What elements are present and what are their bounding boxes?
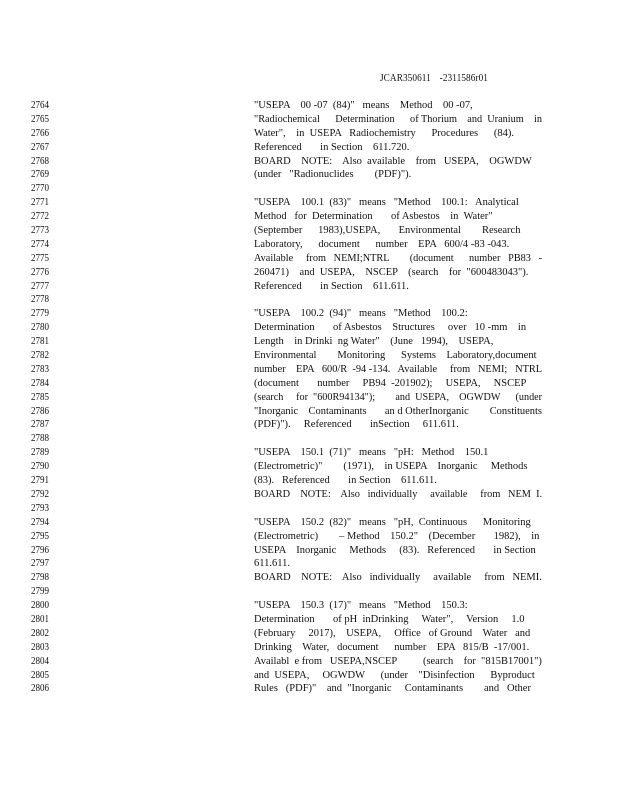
line-text [254, 99, 542, 113]
line-number: 2802 [31, 627, 50, 639]
line-text [254, 418, 542, 432]
text-row [0, 599, 618, 613]
document-code: -2311586r01 [439, 73, 489, 84]
line-number: 2783 [31, 363, 50, 375]
line-number: 2778 [31, 294, 50, 306]
text-row [0, 613, 618, 627]
line-text-content: Referenced in Section 611.720. [254, 141, 410, 153]
line-text-content: BOARD NOTE: Also available from USEPA, OGWDW [254, 155, 532, 167]
line-text-content: Environmental Monitoring Systems Laboratory,document [254, 350, 537, 362]
line-text [254, 613, 542, 627]
line-number: 2786 [31, 405, 50, 417]
line-text [254, 168, 542, 182]
line-text-content: "Radiochemical Determination of Thorium and Uranium in [254, 113, 543, 125]
line-number: 2775 [31, 252, 50, 264]
line-text [254, 599, 542, 613]
line-text [254, 182, 542, 196]
line-text-content: (Electrometric)" (1971), in USEPA Inorganic Methods [254, 461, 528, 473]
line-text-content: (under "Radionuclides (PDF)"). [254, 169, 412, 181]
line-text-content: Availabl e from USEPA,NSCEP (search for "815B17001") [254, 655, 542, 667]
line-number: 2788 [31, 433, 50, 445]
line-text-content: "USEPA 00 -07 (84)" means Method 00 -07, [254, 100, 473, 111]
line-text-content: Determination of Asbestos Structures over 10 -mm in [254, 322, 527, 334]
text-row [0, 155, 618, 169]
text-row [0, 127, 618, 141]
line-text-content: (PDF)"). Referenced inSection 611.611. [254, 419, 459, 431]
text-row [0, 349, 618, 363]
line-text [254, 544, 542, 558]
line-text-content: "USEPA 100.2 (94)" means "Method 100.2: [254, 308, 468, 320]
line-text [254, 141, 542, 155]
line-text [254, 252, 542, 266]
text-row [0, 641, 618, 655]
text-row [0, 544, 618, 558]
text-row [0, 280, 618, 294]
text-row [0, 210, 618, 224]
line-number: 2805 [31, 669, 50, 681]
line-text [254, 474, 542, 488]
line-text [254, 641, 542, 655]
line-text-content: (83). Referenced in Section 611.611. [254, 475, 437, 487]
line-text-content: (Electrometric) – Method 150.2" (December 1982), in [254, 530, 540, 542]
line-number: 2789 [31, 447, 50, 459]
line-text [254, 669, 542, 683]
text-row [0, 224, 618, 238]
text-row [0, 571, 618, 585]
line-text-content: Method for Determination of Asbestos in Water" [254, 211, 493, 223]
line-text [254, 571, 542, 585]
line-number: 2793 [31, 502, 50, 514]
line-text [254, 224, 542, 238]
text-row [0, 585, 618, 599]
line-text [254, 405, 542, 419]
line-text [254, 293, 542, 307]
line-text-content: 260471) and USEPA, NSCEP (search for "600483043"). [254, 266, 529, 278]
text-row [0, 669, 618, 683]
line-text [254, 432, 542, 446]
line-number: 2790 [31, 461, 50, 473]
line-text-content: and USEPA, OGWDW (under "Disinfection Byproduct [254, 669, 535, 681]
line-text [254, 502, 542, 516]
line-text [254, 557, 542, 571]
line-number: 2787 [31, 419, 50, 431]
line-text [254, 210, 542, 224]
text-row [0, 99, 618, 113]
line-number: 2798 [31, 572, 50, 584]
line-text [254, 585, 542, 599]
line-number: 2782 [31, 350, 50, 362]
line-text-content: (search for "600R94134"); and USEPA, OGWDW (under [254, 391, 543, 403]
line-text-content: "Inorganic Contaminants an d OtherInorganic Constituents [254, 405, 542, 417]
line-text [254, 280, 542, 294]
text-row [0, 446, 618, 460]
text-row [0, 530, 618, 544]
text-row [0, 377, 618, 391]
line-number: 2801 [31, 613, 50, 625]
line-text-content: (February 2017), USEPA, Office of Ground Water and [254, 627, 531, 639]
line-number: 2785 [31, 391, 50, 403]
text-row [0, 557, 618, 571]
line-text-content: "USEPA 150.3 (17)" means "Method 150.3: [254, 600, 468, 612]
text-row [0, 516, 618, 530]
line-number: 2773 [31, 225, 50, 237]
line-text [254, 682, 542, 696]
line-text-content: (September 1983),USEPA, Environmental Research [254, 225, 521, 237]
text-row [0, 474, 618, 488]
line-number: 2792 [31, 488, 50, 500]
line-text [254, 127, 542, 141]
line-number: 2779 [31, 308, 50, 320]
line-text-content: Available from NEMI;NTRL (document number PB83 - [254, 252, 543, 264]
line-text [254, 307, 542, 321]
line-text [254, 196, 542, 210]
line-text [254, 363, 542, 377]
text-row [0, 307, 618, 321]
line-number: 2769 [31, 169, 50, 181]
text-row [0, 238, 618, 252]
line-number: 2794 [31, 516, 50, 528]
line-text [254, 377, 542, 391]
line-text-content: Drinking Water, document number EPA 815/B -17/001. [254, 641, 530, 653]
text-row [0, 335, 618, 349]
text-row [0, 405, 618, 419]
line-text [254, 530, 542, 544]
line-text-content: "USEPA 150.1 (71)" means "pH: Method 150.1 [254, 447, 489, 459]
line-text [254, 266, 542, 280]
text-row [0, 655, 618, 669]
text-row [0, 363, 618, 377]
line-number: 2795 [31, 530, 50, 542]
line-number: 2797 [31, 558, 50, 570]
line-text [254, 446, 542, 460]
page-header [380, 73, 488, 84]
text-row [0, 682, 618, 696]
line-text-content: Referenced in Section 611.611. [254, 280, 409, 292]
text-row [0, 488, 618, 502]
line-number: 2784 [31, 377, 50, 389]
text-row [0, 627, 618, 641]
line-text-content: BOARD NOTE: Also individually available from NEMI. [254, 572, 542, 584]
text-row [0, 418, 618, 432]
text-row [0, 502, 618, 516]
text-row [0, 113, 618, 127]
line-number: 2803 [31, 641, 50, 653]
line-text-content: number EPA 600/R -94 -134. Available from NEMI; NTRL [254, 363, 543, 375]
line-number: 2772 [31, 211, 50, 223]
line-text-content: Length in Drinki ng Water" (June 1994), USEPA, [254, 336, 494, 348]
text-row [0, 182, 618, 196]
text-row [0, 321, 618, 335]
line-text [254, 155, 542, 169]
line-text [254, 349, 542, 363]
line-text [254, 516, 542, 530]
line-text-content: Determination of pH inDrinking Water", Version 1.0 [254, 613, 525, 625]
line-number: 2764 [31, 100, 50, 111]
text-row [0, 266, 618, 280]
line-number: 2774 [31, 238, 50, 250]
line-text-content: USEPA Inorganic Methods (83). Referenced in Section [254, 544, 536, 556]
text-row [0, 391, 618, 405]
line-text-content: (document number PB94 -201902); USEPA, NSCEP [254, 377, 527, 389]
line-number: 2766 [31, 127, 50, 139]
line-number: 2781 [31, 336, 50, 348]
text-row [0, 460, 618, 474]
line-number: 2804 [31, 655, 50, 667]
line-number: 2780 [31, 322, 50, 334]
line-text-content: Laboratory, document number EPA 600/4 -83 -043. [254, 238, 510, 250]
document-id: JCAR350611 [380, 73, 431, 84]
line-number: 2796 [31, 544, 50, 556]
line-text [254, 460, 542, 474]
line-text [254, 488, 542, 502]
line-text-content: "USEPA 150.2 (82)" means "pH, Continuous Monitoring [254, 516, 531, 528]
text-row [0, 252, 618, 266]
line-number: 2799 [31, 586, 50, 598]
line-text [254, 627, 542, 641]
line-number: 2765 [31, 113, 50, 125]
line-number: 2768 [31, 155, 50, 167]
line-number: 2806 [31, 683, 50, 695]
numbered-text-block [0, 99, 618, 696]
line-number: 2770 [31, 183, 50, 195]
line-number: 2800 [31, 600, 50, 612]
text-row [0, 432, 618, 446]
text-row [0, 293, 618, 307]
line-text-content: "USEPA 100.1 (83)" means "Method 100.1: Analytical [254, 197, 519, 209]
line-number: 2776 [31, 266, 50, 278]
line-text [254, 335, 542, 349]
line-text [254, 113, 542, 127]
line-number: 2771 [31, 197, 50, 209]
line-number: 2767 [31, 141, 50, 153]
line-text-content: 611.611. [254, 558, 290, 570]
line-text [254, 391, 542, 405]
text-row [0, 141, 618, 155]
text-row [0, 196, 618, 210]
text-row [0, 168, 618, 182]
line-text [254, 238, 542, 252]
line-text-content: Rules (PDF)" and "Inorganic Contaminants and Other [254, 683, 531, 695]
line-text-content: BOARD NOTE: Also individually available from NEM I. [254, 488, 543, 500]
line-number: 2791 [31, 475, 50, 487]
line-number: 2777 [31, 280, 50, 292]
line-text-content: Water", in USEPA Radiochemistry Procedures (84). [254, 127, 514, 139]
line-text [254, 655, 542, 669]
line-text [254, 321, 542, 335]
